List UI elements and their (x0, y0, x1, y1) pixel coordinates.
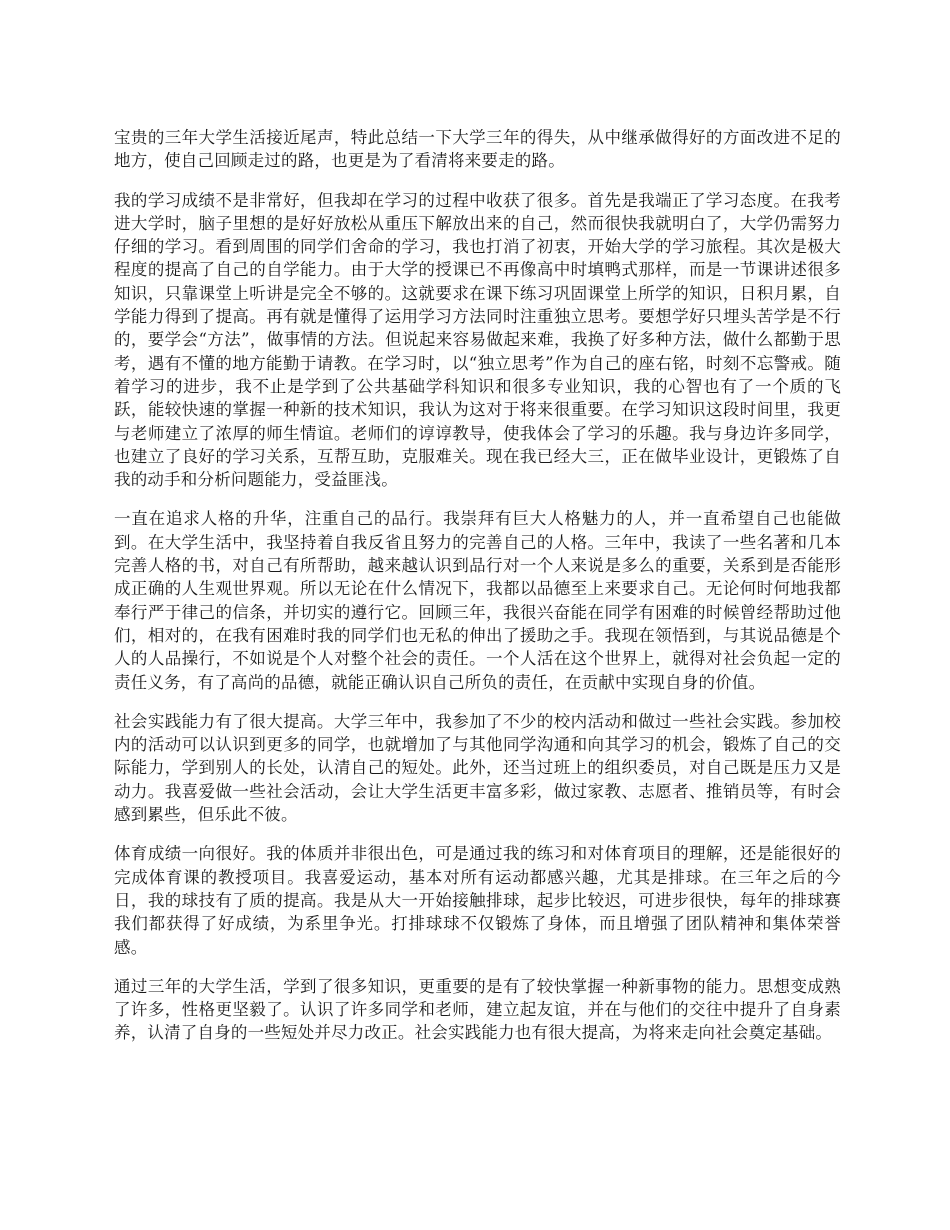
paragraph-sports: 体育成绩一向很好。我的体质并非很出色，可是通过我的练习和对体育项目的理解，还是能很好的完成体育课的教授项目。我喜爱运动，基本对所有运动都感兴趣，尤其是排球。在三年之后的今日，我的球技有了质的提高。我是从大一开始接触排球，起步比较迟，可进步很快，每年的排球赛我们都获得了好成绩，为系里争光。打排球球不仅锻炼了身体，而且增强了团队精神和集体荣誉感。 (114, 844, 841, 957)
paragraph-intro: 宝贵的三年大学生活接近尾声，特此总结一下大学三年的得失，从中继承做得好的方面改进不足的地方，使自己回顾走过的路，也更是为了看清将来要走的路。 (114, 128, 841, 171)
paragraph-social-practice: 社会实践能力有了很大提高。大学三年中，我参加了不少的校内活动和做过一些社会实践。参加校内的活动可以认识到更多的同学，也就增加了与其他同学沟通和向其学习的机会，锻炼了自己的交际能力，学到别人的长处，认清自己的短处。此外，还当过班上的组织委员，对自己既是压力又是动力。我喜爱做一些社会活动，会让大学生活更丰富多彩，做过家教、志愿者、推销员等，有时会感到累些，但乐此不彼。 (114, 711, 841, 825)
paragraph-study: 我的学习成绩不是非常好，但我却在学习的过程中收获了很多。首先是我端正了学习态度。在我考进大学时，脑子里想的是好好放松从重压下解放出来的自己，然而很快我就明白了，大学仍需努力仔细的学习。看到周围的同学们舍命的学习，我也打消了初衷，开始大学的学习旅程。其次是极大程度的提高了自己的自学能力。由于大学的授课已不再像高中时填鸭式那样，而是一节课讲述很多知识，只靠课堂上听讲是完全不够的。这就要求在课下练习巩固课堂上所学的知识，日积月累，自学能力得到了提高。再有就是懂得了运用学习方法同时注重独立思考。要想学好只埋头苦学是不行的，要学会“方法”，做事情的方法。但说起来容易做起来难，我换了好多种方法，做什么都勤于思考，遇有不懂的地方能勤于请教。在学习时，以“独立思考”作为自己的座右铭，时刻不忘警戒。随着学习的进步，我不止是学到了公共基础学科知识和很多专业知识，我的心智也有了一个质的飞跃，能较快速的掌握一种新的技术知识，我认为这对于将来很重要。在学习知识这段时间里，我更与老师建立了浓厚的师生情谊。老师们的谆谆教导，使我体会了学习的乐趣。我与身边许多同学，也建立了良好的学习关系，互帮互助，克服难关。现在我已经大三，正在做毕业设计，更锻炼了自我的动手和分析问题能力，受益匪浅。 (114, 190, 841, 490)
paragraph-character: 一直在追求人格的升华，注重自己的品行。我崇拜有巨大人格魅力的人，并一直希望自己也能做到。在大学生活中，我坚持着自我反省且努力的完善自己的人格。三年中，我读了一些名著和几本完善人格的书，对自己有所帮助，越来越认识到品行对一个人来说是多么的重要，关系到是否能形成正确的人生观世界观。所以无论在什么情况下，我都以品德至上来要求自己。无论何时何地我都奉行严于律己的信条，并切实的遵行它。回顾三年，我很兴奋能在同学有困难的时候曾经帮助过他们，相对的，在我有困难时我的同学们也无私的伸出了援助之手。我现在领悟到，与其说品德是个人的人品操行，不如说是个人对整个社会的责任。一个人活在这个世界上，就得对社会负起一定的责任义务，有了高尚的品德，就能正确认识自己所负的责任，在贡献中实现自身的价值。 (114, 509, 841, 692)
paragraph-conclusion: 通过三年的大学生活，学到了很多知识，更重要的是有了较快掌握一种新事物的能力。思想变成熟了许多，性格更坚毅了。认识了许多同学和老师，建立起友谊，并在与他们的交往中提升了自身素养，认清了自身的一些短处并尽力改正。社会实践能力也有很大提高，为将来走向社会奠定基础。 (114, 976, 841, 1043)
document-body (114, 126, 841, 1061)
